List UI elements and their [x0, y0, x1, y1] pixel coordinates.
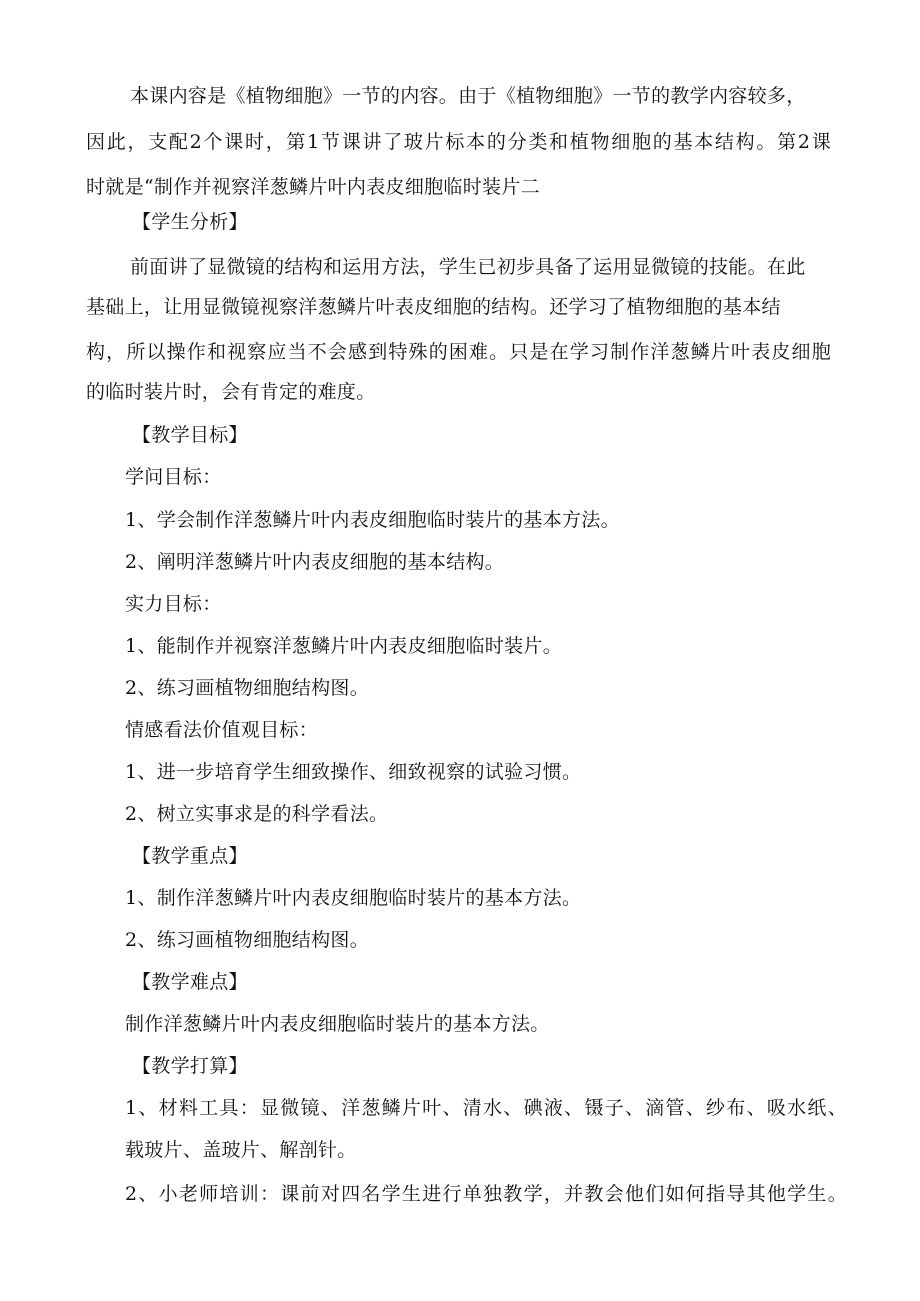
- knowledge-goals-label: 学问目标：: [125, 466, 222, 488]
- intro-line-2: 因此，支配2个课时，第1节课讲了玻片标本的分类和植物细胞的基本结构。第2课: [86, 131, 831, 153]
- emotion-goals-label: 情感看法价值观目标：: [125, 719, 319, 741]
- emotion-goal-item-2: 2、树立实事求是的科学看法。: [125, 803, 389, 825]
- student-analysis-line-2: 基础上，让用显微镜视察洋葱鳞片叶表皮细胞的结构。还学习了植物细胞的基本结: [86, 296, 781, 318]
- student-analysis-line-4: 的临时装片时，会有肯定的难度。: [86, 381, 376, 403]
- preparation-heading: 【教学打算】: [132, 1055, 248, 1077]
- knowledge-goal-item-1: 1、学会制作洋葱鳞片叶内表皮细胞临时装片的基本方法。: [125, 509, 620, 531]
- preparation-item-1-line-1: 1、材料工具：显微镜、洋葱鳞片叶、清水、碘液、镊子、滴管、纱布、吸水纸、: [125, 1097, 847, 1119]
- ability-goal-item-2: 2、练习画植物细胞结构图。: [125, 677, 369, 699]
- teaching-goals-heading: 【教学目标】: [132, 424, 248, 446]
- ability-goals-label: 实力目标：: [125, 593, 222, 615]
- emotion-goal-item-1: 1、进一步培育学生细致操作、细致视察的试验习惯。: [125, 761, 582, 783]
- student-analysis-line-1: 前面讲了显微镜的结构和运用方法，学生已初步具备了运用显微镜的技能。在此: [130, 256, 806, 278]
- intro-line-3: 时就是“制作并视察洋葱鳞片叶内表皮细胞临时装片二: [86, 176, 540, 198]
- preparation-item-1-line-2: 载玻片、盖玻片、解剖针。: [125, 1139, 357, 1161]
- key-point-item-1: 1、制作洋葱鳞片叶内表皮细胞临时装片的基本方法。: [125, 887, 582, 909]
- key-points-heading: 【教学重点】: [132, 845, 248, 867]
- knowledge-goal-item-2: 2、阐明洋葱鳞片叶内表皮细胞的基本结构。: [125, 551, 505, 573]
- ability-goal-item-1: 1、能制作并视察洋葱鳞片叶内表皮细胞临时装片。: [125, 635, 562, 657]
- preparation-item-2: 2、小老师培训：课前对四名学生进行单独教学，并教会他们如何指导其他学生。: [125, 1183, 847, 1205]
- intro-line-1: 本课内容是《植物细胞》一节的内容。由于《植物细胞》一节的教学内容较多，: [130, 85, 806, 107]
- difficulties-heading: 【教学难点】: [132, 971, 248, 993]
- difficulties-text: 制作洋葱鳞片叶内表皮细胞临时装片的基本方法。: [125, 1013, 550, 1035]
- key-point-item-2: 2、练习画植物细胞结构图。: [125, 929, 369, 951]
- student-analysis-heading: 【学生分析】: [132, 211, 248, 233]
- student-analysis-line-3: 构，所以操作和视察应当不会感到特殊的困难。只是在学习制作洋葱鳞片叶表皮细胞: [86, 341, 831, 363]
